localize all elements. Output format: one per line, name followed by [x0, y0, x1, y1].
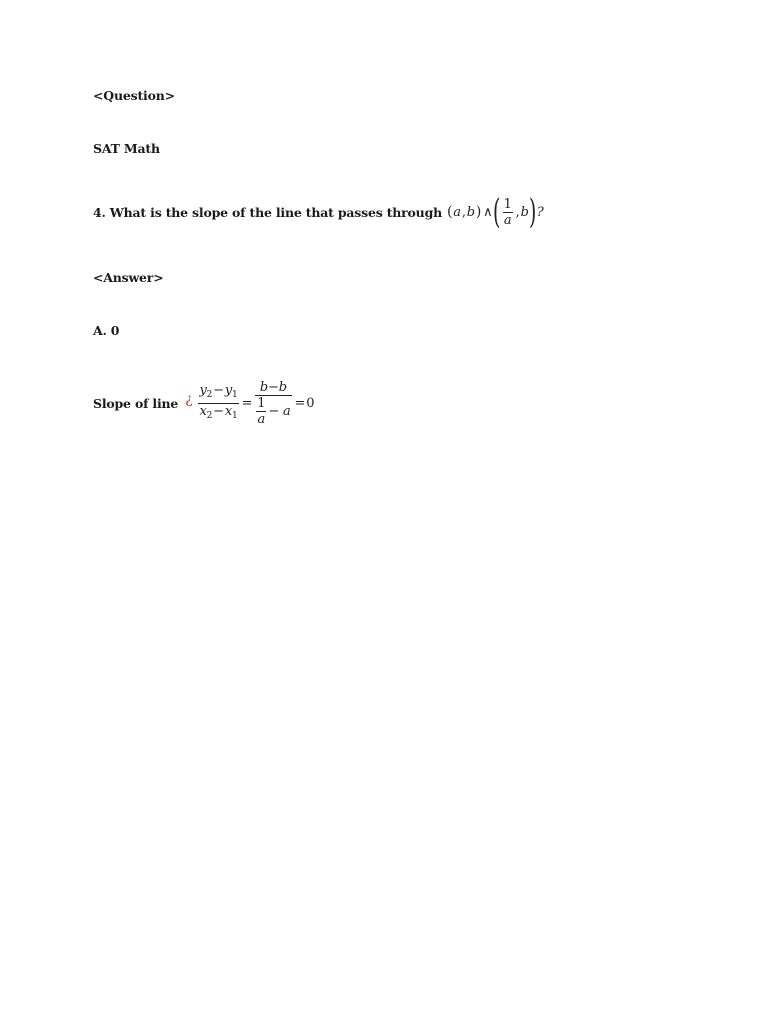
- substituted-numerator: b−b: [255, 380, 291, 396]
- slope-result: 0: [306, 395, 315, 411]
- subject-heading: SAT Math: [93, 141, 160, 156]
- missing-glyph-marker: ¿: [185, 391, 193, 407]
- answer-choice: A. 0: [93, 323, 120, 338]
- inner-fraction: [256, 396, 266, 427]
- slope-formula-numerator: $y_2-y_1$: [198, 383, 238, 404]
- slope-formula-fraction: [198, 383, 238, 424]
- answer-tag: <Answer>: [93, 270, 164, 285]
- inner-denominator: a: [257, 411, 266, 427]
- slope-formula-denominator: $x_2-x_1$: [199, 403, 238, 421]
- point2-numerator: 1: [503, 196, 512, 212]
- point1-b: b: [466, 204, 475, 220]
- point2-fraction: [503, 197, 513, 228]
- inner-numerator: 1: [257, 395, 266, 411]
- point2-b: b: [520, 204, 529, 220]
- point1-a: a: [453, 204, 461, 220]
- question-mark: ?: [536, 204, 544, 220]
- question-tag: <Question>: [93, 88, 175, 103]
- explanation-math: ¿ $\frac{y_2-y_1}{x_2-x_1}$ = b−b $\frac{1}{a}$ − a = 0: [185, 379, 315, 427]
- conjunction-symbol: ∧: [483, 204, 493, 220]
- question-math: ( a , b ) ∧ ( $\frac{1}{a}$ , b ) ?: [447, 192, 544, 232]
- substituted-denominator: [255, 396, 291, 427]
- question-line: [93, 190, 545, 234]
- denominator-rest: − a: [268, 403, 291, 419]
- question-text: 4. What is the slope of the line that passes through: [93, 204, 442, 220]
- substituted-fraction: [255, 380, 291, 427]
- explanation-line: [93, 375, 314, 431]
- point2-denominator: a: [503, 212, 512, 228]
- explanation-label: Slope of line: [93, 395, 179, 411]
